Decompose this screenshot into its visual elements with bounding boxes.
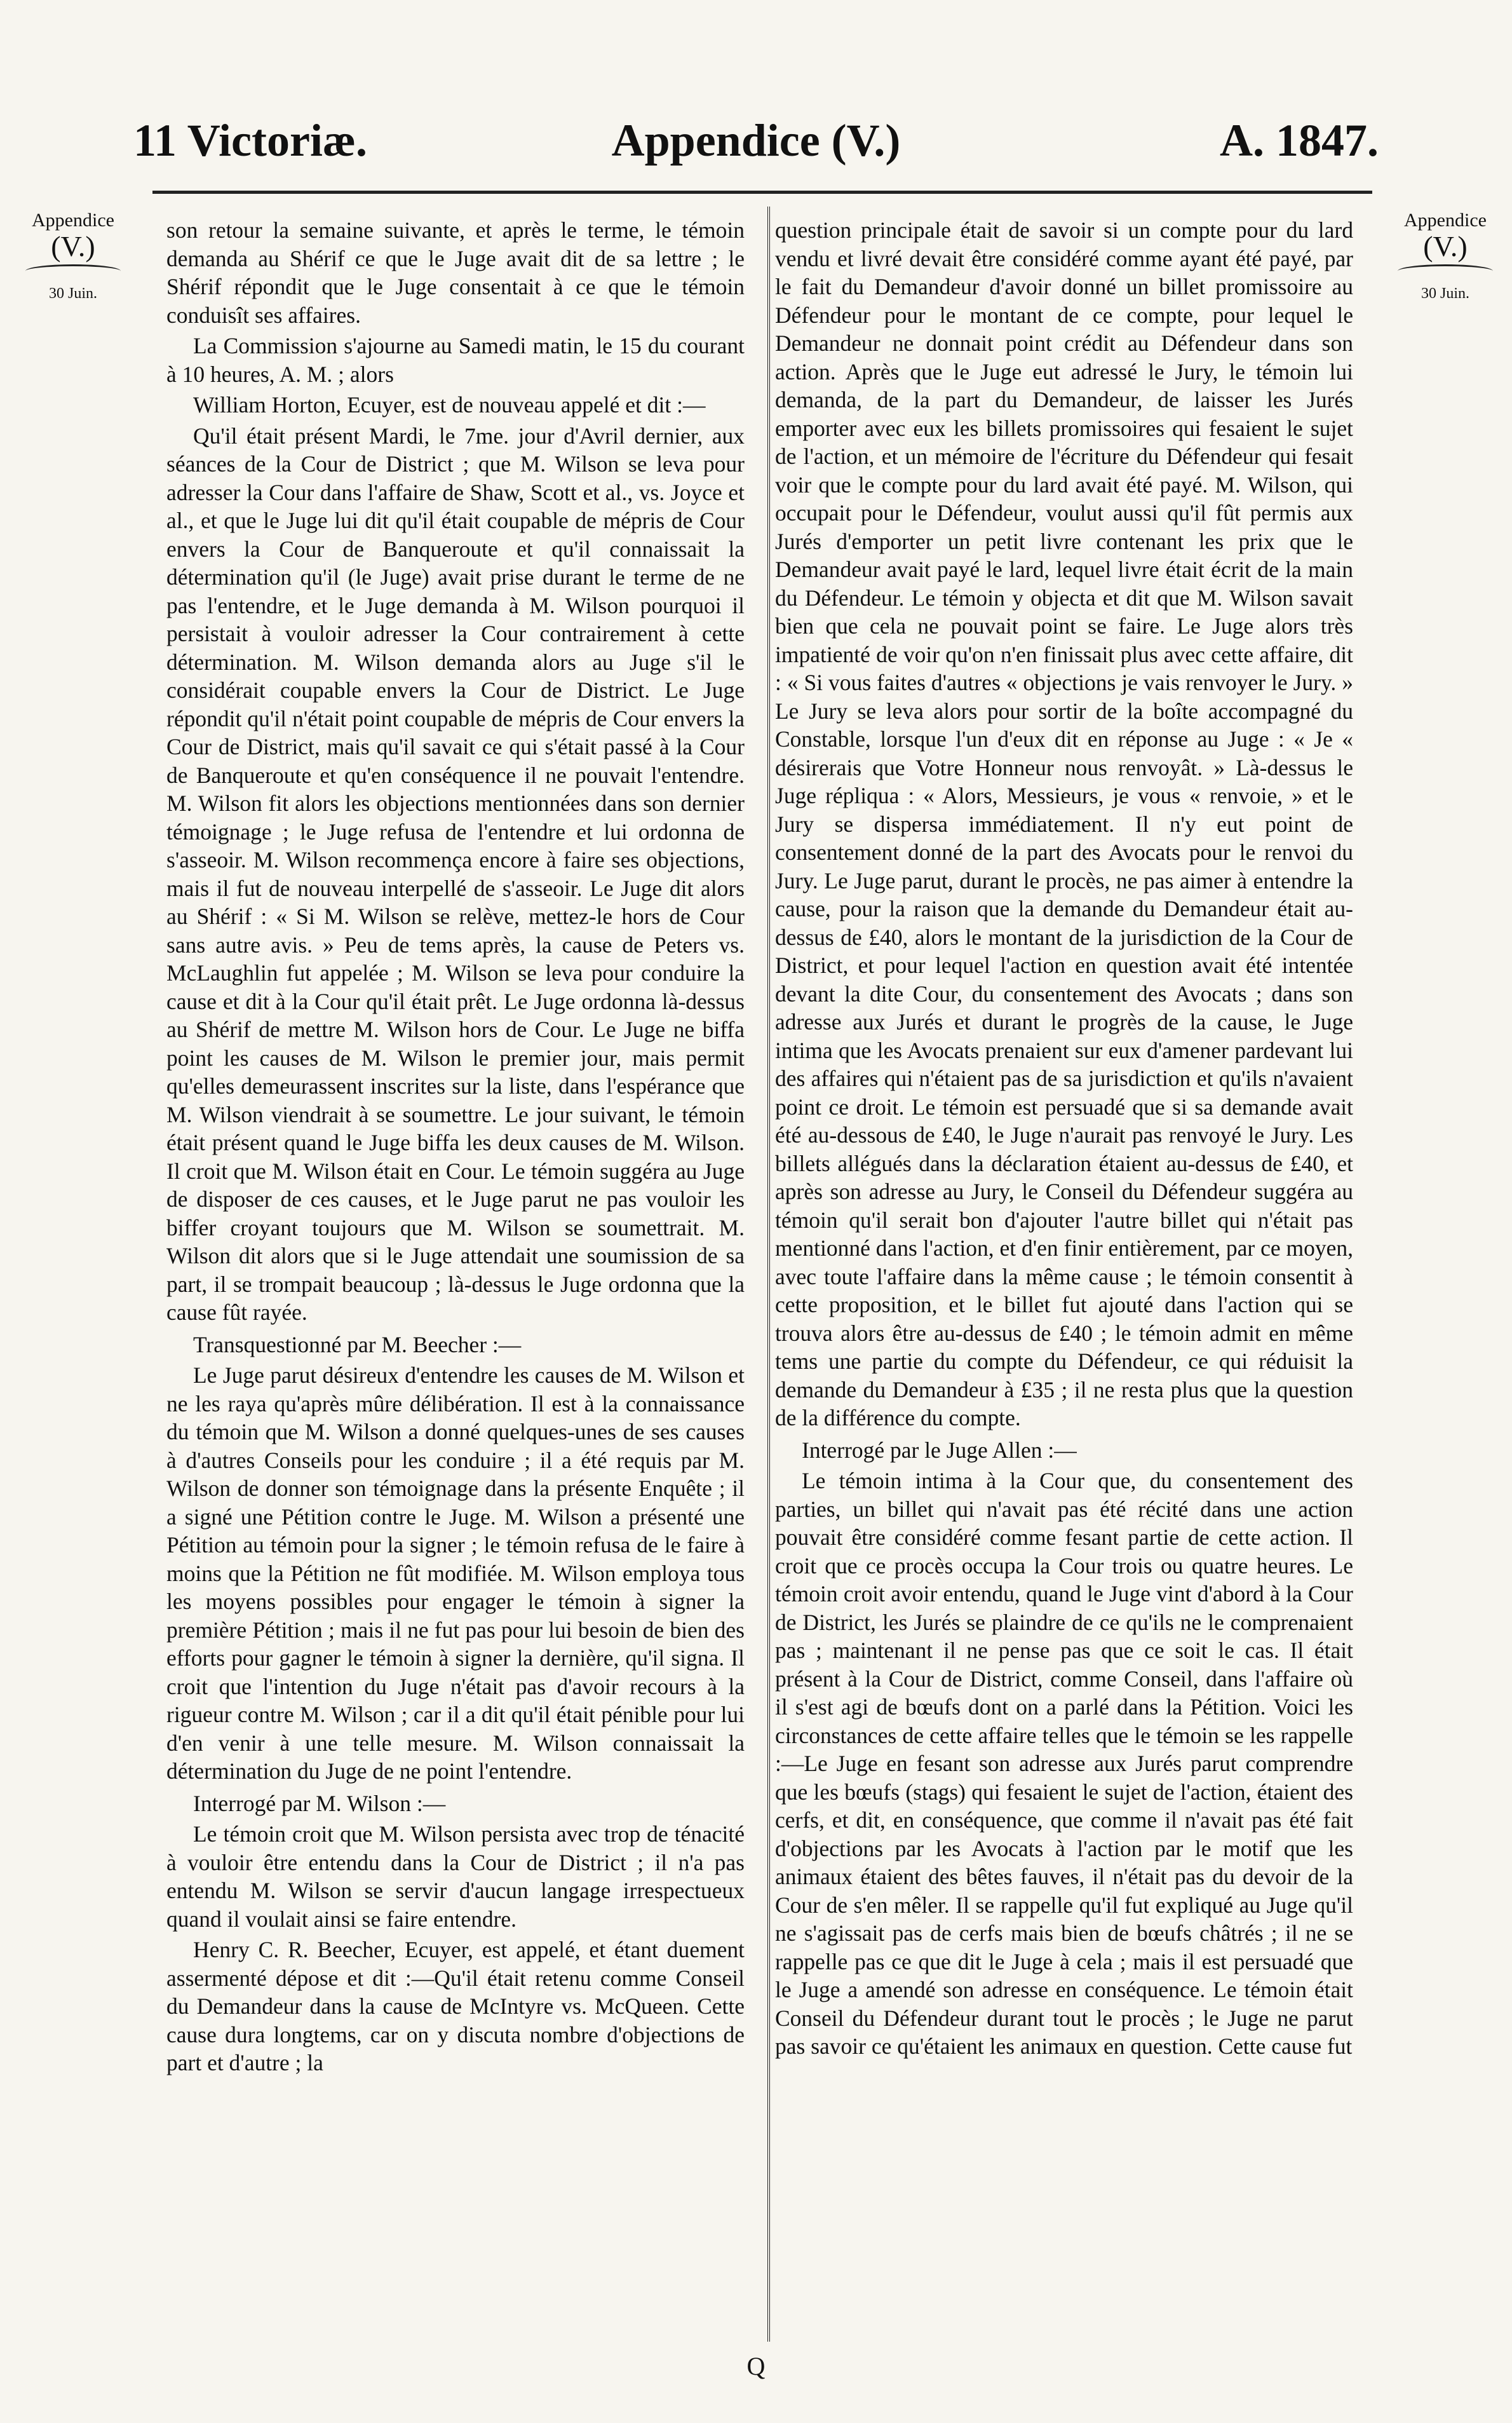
paragraph: Le témoin croit que M. Wilson persista avec trop de ténacité à vouloir être entendu dans la Cour de District ; il n'a pas entendu M. Wilson se servir d'aucun langage irrespectueux quand il voulait ainsi se faire entendre.	[166, 1821, 745, 1932]
header-rule	[152, 191, 1372, 194]
margin-label: Appendice	[32, 210, 114, 231]
paragraph: Le témoin intima à la Cour que, du consentement des parties, un billet qui n'avait pas été récité dans une action pouvait être considéré comme fesant partie de cette action. Il croit que ce procès occupa la Cour trois ou quatre heures. Le témoin croit avoir entendu, quand le Juge vint d'abord à la Cour de District, les Jurés se plaindre de ce qu'ils ne le comprenaient pas ; maintenant il ne pense pas que ce soit le cas. Il était présent à la Cour de District, comme Conseil, dans l'affaire où il s'est agi de bœufs dont on a parlé dans la Pétition. Voici les circonstances de cette affaire telles que le témoin se les rappelle :—Le Juge en fesant son adresse aux Jurés parut comprendre que les bœufs (stags) qui fesaient le sujet de l'action, étaient des cerfs, et dit, en conséquence, que comme il n'avait pas été fait d'objections par les Avocats à l'action par le motif que les animaux étaient des bêtes fauves, il n'était pas du devoir de la Cour de s'en mêler. Il se rappelle qu'il fut expliqué au Juge qu'il ne s'agissait pas de cerfs mais bien de bœufs châtrés ; il ne se rappelle pas ce que dit le Juge à cela ; mais il est persuadé que le Juge a amendé son adresse en conséquence. Le témoin était Conseil du Défendeur durant tout le procès ; le Juge ne parut pas savoir ce qu'étaient les animaux en question. Cette cause fut	[775, 1468, 1353, 2059]
paragraph: Henry C. R. Beecher, Ecuyer, est appelé, et étant duement assermenté dépose et dit :—Qu'il était retenu comme Conseil du Demandeur dans la cause de McIntyre vs. McQueen. Cette cause dura longtems, car on y discuta nombre d'objections de part et d'autre ; la	[166, 1937, 745, 2075]
margin-brace	[1398, 264, 1493, 278]
header-year: A. 1847.	[1220, 115, 1379, 166]
right-margin-note	[1391, 210, 1499, 304]
header-regnal-year: 11 Victoriæ.	[133, 115, 367, 166]
margin-appendix-letter: (V.)	[51, 230, 95, 262]
margin-brace	[25, 264, 121, 278]
margin-date: 30 Juin.	[48, 285, 97, 302]
margin-date: 30 Juin.	[1421, 285, 1469, 302]
paragraph: William Horton, Ecuyer, est de nouveau appelé et dit :—	[193, 392, 706, 417]
signature-mark: Q	[746, 2352, 766, 2380]
paragraph: La Commission s'ajourne au Samedi matin, le 15 du courant à 10 heures, A. M. ; alors	[166, 333, 745, 387]
header-appendix-title: Appendice (V.)	[611, 115, 901, 166]
left-text-column	[166, 216, 745, 2080]
right-text-column	[775, 216, 1353, 2063]
paragraph: Le Juge parut désireux d'entendre les causes de M. Wilson et ne les raya qu'après mûre délibération. Il est à la connaissance du témoin que M. Wilson a donné quelques-unes de ses causes à d'autres Conseils pour les conduire ; il a été requis par M. Wilson de donner son témoignage dans la présente Enquête ; il a signé une Pétition contre le Juge. M. Wilson a présenté une Pétition au témoin pour la signer ; le témoin refusa de le faire à moins que la Pétition ne fût modifiée. M. Wilson employa tous les moyens possibles pour engager le témoin à signer la première Pétition ; mais il ne fut pas pour lui besoin de bien des efforts pour gagner le témoin à signer la dernière, qu'il signa. Il croit que l'intention du Juge n'était pas d'avoir recours à la rigueur contre M. Wilson ; car il a dit qu'il était pénible pour lui d'en venir à une telle mesure. M. Wilson connaissait la détermination du Juge de ne point l'entendre.	[166, 1362, 745, 1784]
running-header	[0, 114, 1512, 172]
paragraph: question principale était de savoir si un compte pour du lard vendu et livré devait être considéré comme ayant été payé, par le fait du Demandeur d'avoir donné un billet promissoire au Défendeur pour le montant de ce compte, pour lequel le Demandeur ne donnait point crédit au Défendeur dans son action. Après que le Juge eut adressé le Jury, le témoin lui demanda, de la part du Demandeur, de laisser les Jurés emporter avec eux les billets promissoires qui fesaient le sujet de l'action, et un mémoire de l'écriture du Défendeur qui fesait voir que le compte pour du lard avait été payé. M. Wilson, qui occupait pour le Défendeur, voulut aussi qu'il fût permis aux Jurés d'emporter un petit livre contenant les prix que le Demandeur avait payé le lard, lequel livre était écrit de la main du Défendeur. Le témoin y objecta et dit que M. Wilson savait bien que cela ne pouvait point se faire. Le Juge alors très impatienté de voir qu'on n'en finissait plus avec cette affaire, dit : « Si vous faites d'autres « objections je vais renvoyer le Jury. » Le Jury se leva alors pour sortir de la boîte accompagné du Constable, lorsque l'un d'eux dit en réponse au Juge : « Je « désirerais que Votre Honneur nous renvoyât. » Là-dessus le Juge répliqua : « Alors, Messieurs, je vous « renvoie, » et le Jury se dispersa immédiatement. Il n'y eut point de consentement donné de la part des Avocats pour le renvoi du Jury. Le Juge parut, durant le procès, ne pas aimer à entendre la cause, pour la raison que la demande du Demandeur était au-dessus de £40, alors le montant de la jurisdiction de la Cour de District, et pour lequel l'action en question avait été intentée devant la dite Cour, du consentement des Avocats ; dans son adresse aux Jurés et durant le progrès de la cause, le Juge intima que les Avocats prenaient sur eux d'amener pardevant lui des affaires qui n'étaient pas de sa jurisdiction et qu'ils n'avaient point ce droit. Le témoin est persuadé que si sa demande avait été au-dessous de £40, le Juge n'aurait pas renvoyé le Jury. Les billets allégués dans la déclaration étaient au-dessus de £40, et après son adresse au Jury, le Conseil du Défendeur suggéra au témoin qu'il serait bon d'ajouter l'autre billet qui n'était pas mentionné dans l'action, et d'en finir entièrement, par ce moyen, avec toute l'affaire dans la même cause ; le témoin consentit à cette proposition, et le billet fut ajouté dans l'action qui se trouva alors être au-dessus de £40 ; le témoin admit en même tems une partie du compte du Défendeur, ce qui réduisit la demande du Demandeur à £35 ; il ne resta plus que la question de la différence du compte.	[775, 217, 1353, 1430]
section-heading: Interrogé par M. Wilson :—	[193, 1790, 446, 1816]
margin-label: Appendice	[1404, 210, 1487, 231]
column-divider	[767, 207, 770, 2342]
margin-appendix-letter: (V.)	[1423, 230, 1468, 262]
left-margin-note	[19, 210, 127, 304]
paragraph: son retour la semaine suivante, et après le terme, le témoin demanda au Shérif ce que le Juge avait dit de sa lettre ; le Shérif répondit que le Juge consentait à ce que le témoin conduisît ses affaires.	[166, 217, 745, 328]
section-heading: Interrogé par le Juge Allen :—	[802, 1437, 1077, 1463]
section-heading: Transquestionné par M. Beecher :—	[193, 1331, 522, 1357]
paragraph: Qu'il était présent Mardi, le 7me. jour d'Avril dernier, aux séances de la Cour de District ; que M. Wilson se leva pour adresser la Cour dans l'affaire de Shaw, Scott et al., vs. Joyce et al., et que le Juge lui dit qu'il était coupable de mépris de Cour envers la Cour de Banqueroute et qu'il connaissait la détermination qu'il (le Juge) avait prise durant le terme de ne pas l'entendre, et le Juge demanda à M. Wilson pourquoi il persistait à vouloir adresser la Cour contrairement à cette détermination. M. Wilson demanda alors au Juge s'il le considérait coupable envers la Cour de District. Le Juge répondit qu'il n'était point coupable de mépris de Cour envers la Cour de District, mais qu'il savait ce qui s'était passé à la Cour de Banqueroute et qu'en conséquence il ne pouvait l'entendre. M. Wilson fit alors les objections mentionnées dans son dernier témoignage ; le Juge refusa de l'entendre et lui ordonna de s'asseoir. M. Wilson recommença encore à faire ses objections, mais il fut de nouveau interpellé de s'asseoir. Le Juge dit alors au Shérif : « Si M. Wilson se relève, mettez-le hors de Cour sans autre avis. » Peu de tems après, la cause de Peters vs. McLaughlin fut appelée ; M. Wilson se leva pour conduire la cause et dit à la Cour qu'il était prêt. Le Juge ordonna là-dessus au Shérif de mettre M. Wilson hors de Cour. Le Juge ne biffa point les causes de M. Wilson le premier jour, mais permit qu'elles demeurassent inscrites sur la liste, dans l'espérance que M. Wilson viendrait à se soumettre. Le jour suivant, le témoin était présent quand le Juge biffa les deux causes de M. Wilson. Il croit que M. Wilson était en Cour. Le témoin suggéra au Juge de disposer de ces causes, et le Juge parut ne pas vouloir les biffer croyant toujours que M. Wilson se soumettrait. M. Wilson dit alors que si le Juge attendait une soumission de sa part, il se trompait beaucoup ; là-dessus le Juge ordonna que la cause fût rayée.	[166, 423, 745, 1325]
